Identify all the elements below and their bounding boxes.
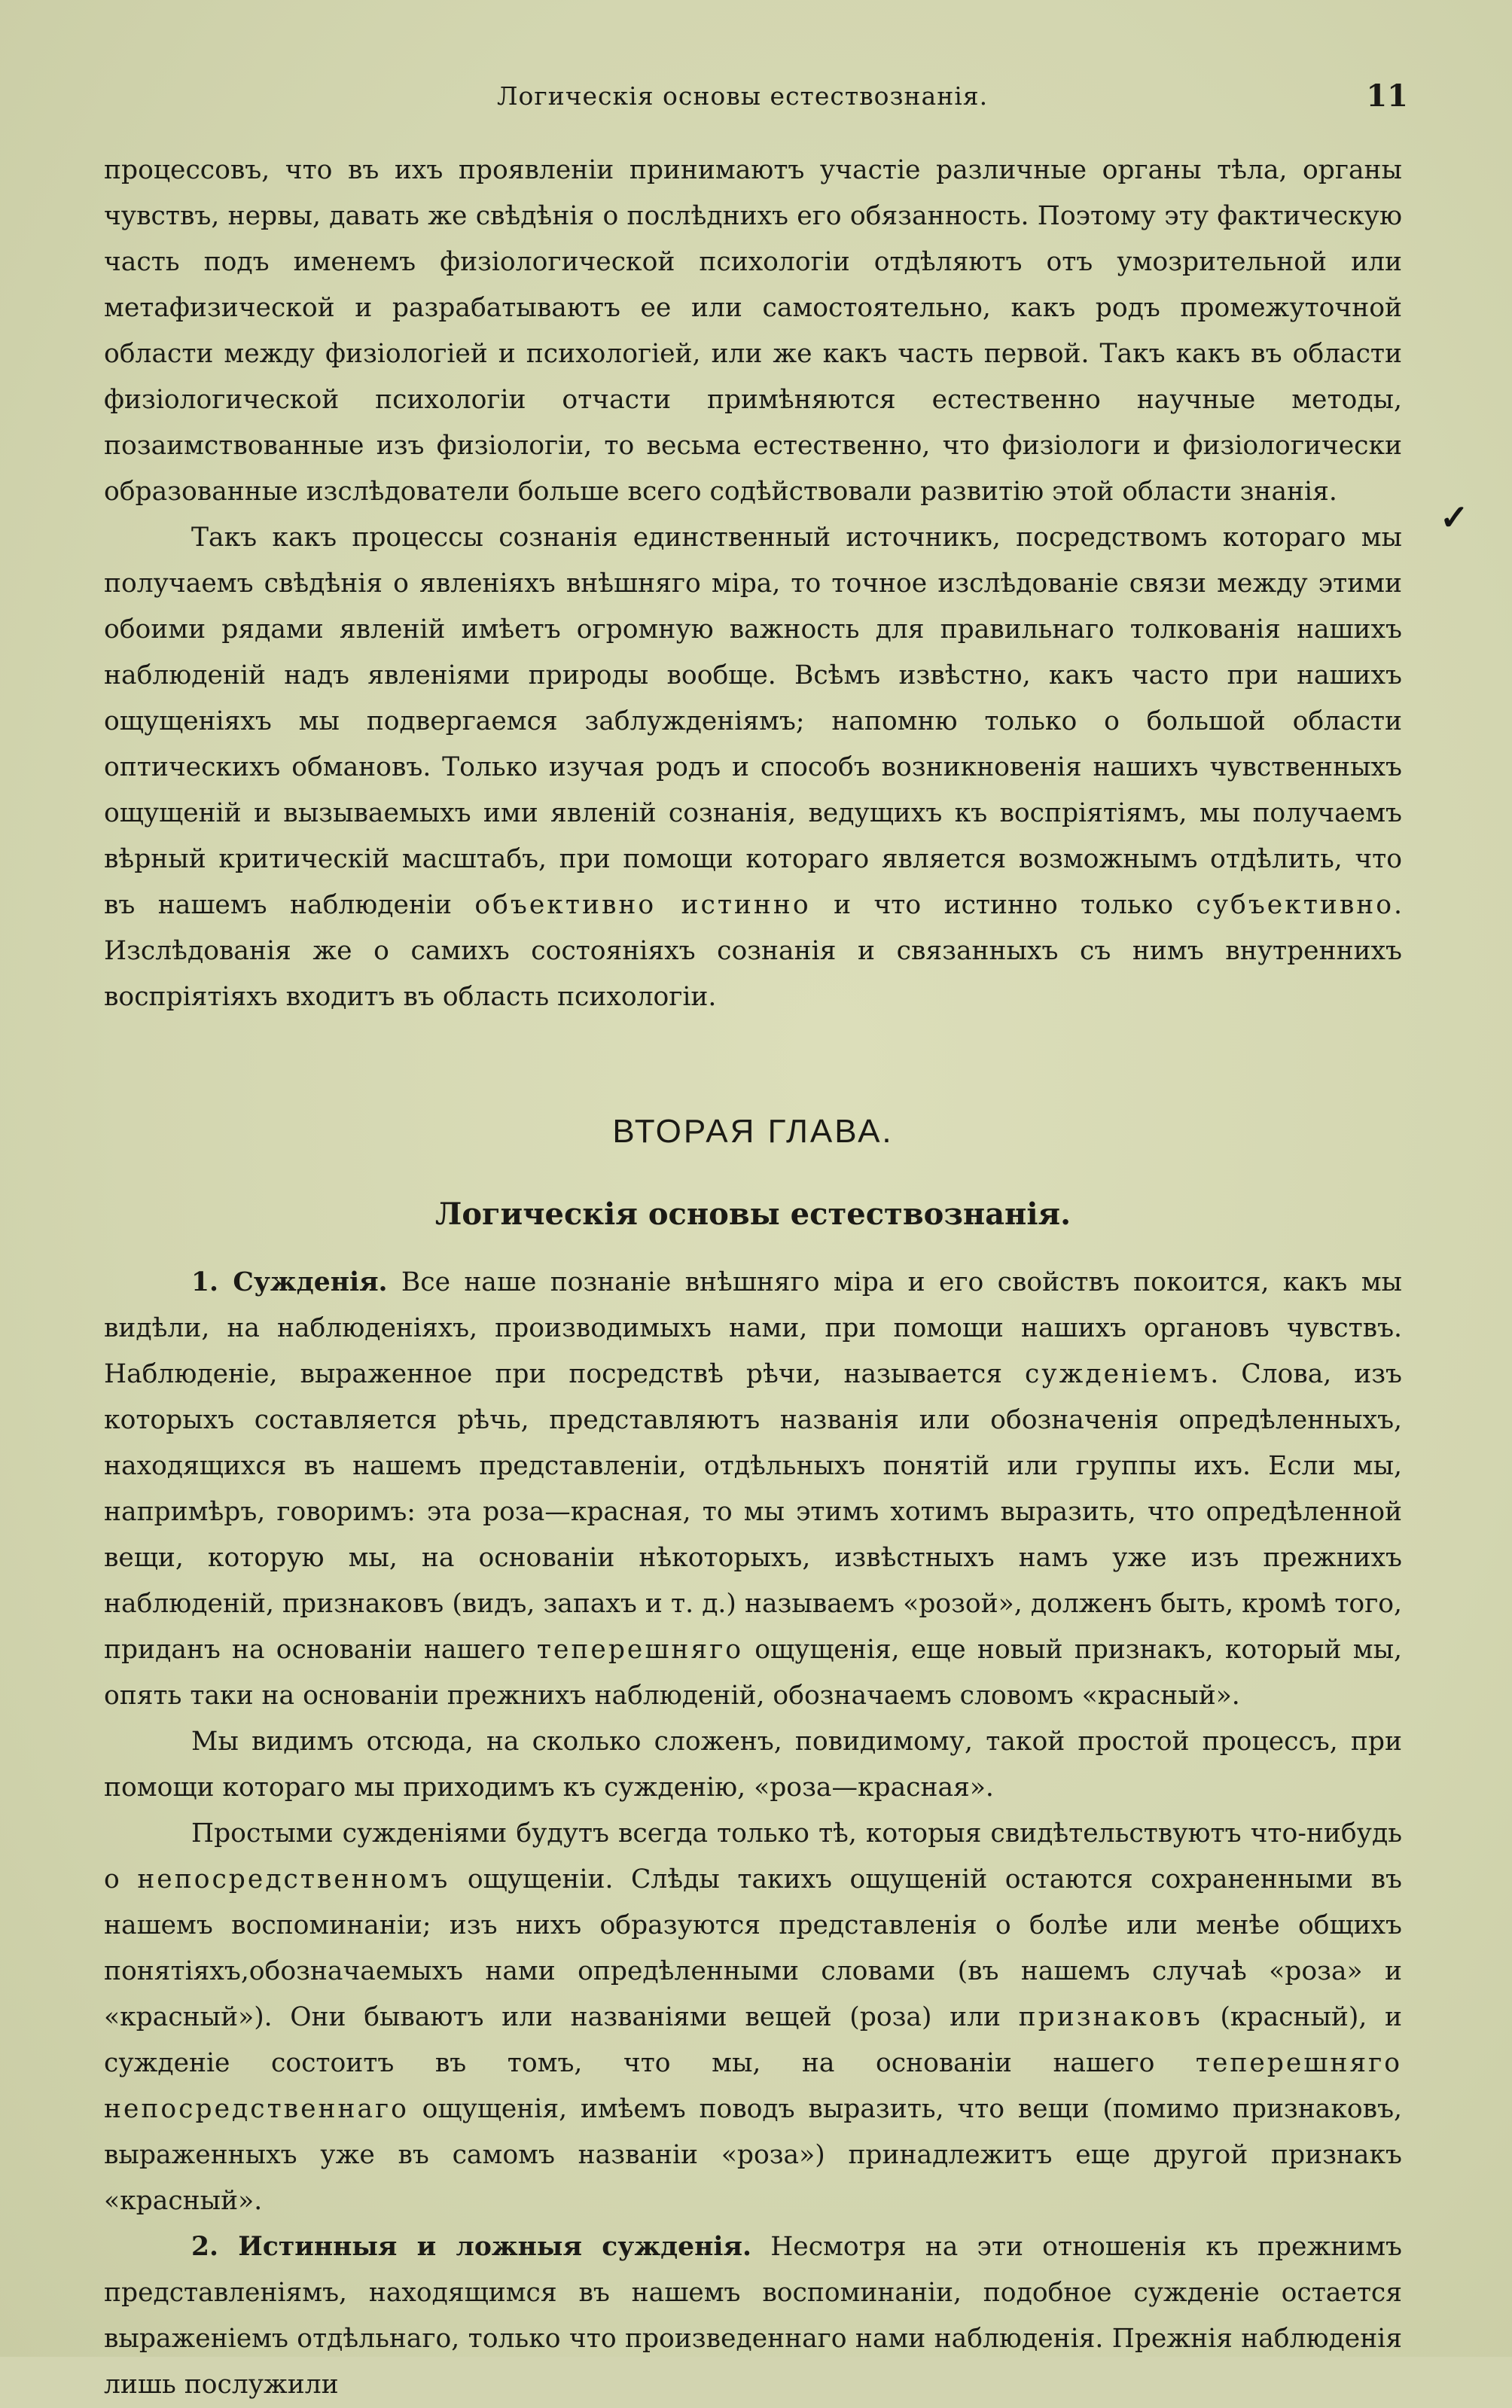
page-body — [104, 148, 1402, 2408]
emphasis-objective: объективно истинно — [474, 890, 811, 920]
section-true-false-judgements — [104, 2224, 1402, 2408]
paragraph-text: ощущеніи. Слѣды такихъ ощущеній остаются сохраненными въ нашемъ воспоминаніи; изъ нихъ образуются представленія о болѣе или менѣе общихъ понятіяхъ,обозначаемыхъ нами опредѣленными словами (въ нашемъ случаѣ «роза» и «красный»). Они бываютъ или названіями вещей (роза) или — [104, 1864, 1402, 2032]
page-header — [497, 78, 1408, 126]
section-text: Несмотря на эти отношенія къ прежнимъ представленіямъ, находящимся въ нашемъ воспоминаніи, подобное сужденіе остается выраженіемъ отдѣльнаго, только что произведеннаго нами наблюденія. Прежнія наблюденія лишь послужили — [104, 2232, 1402, 2400]
running-title: Логическія основы естествознанія. — [497, 81, 989, 111]
page-number: 11 — [1366, 78, 1408, 114]
section-title: 1. Сужденія. — [191, 1267, 388, 1297]
term-attributes: признаковъ — [1018, 2002, 1203, 2032]
term-immediate: непосредственномъ — [137, 1864, 450, 1894]
paragraph-physiological-psychology: процессовъ, что въ ихъ проявленіи принимаютъ участіе различные органы тѣла, органы чувствъ, нервы, давать же свѣдѣнія о послѣднихъ его обязанность. Поэтому эту фактическую часть подъ именемъ физіологической психологіи отдѣляютъ отъ умозрительной или метафизической и разрабатываютъ ее или самостоятельно, какъ родъ промежуточной области между физіологіей и психологіей, или же какъ часть первой. Такъ какъ въ области физіологической психологіи отчасти примѣняются естественно научные методы, позаимствованные изъ физіологіи, то весьма естественно, что физіологи и физіологически образованные изслѣдователи больше всего содѣйствовали развитію этой области знанія. — [104, 155, 1402, 507]
paragraph-consciousness-processes — [104, 515, 1402, 1020]
paragraph-text: и что истинно только — [810, 890, 1196, 920]
emphasis-subjective: субъективно — [1196, 890, 1395, 920]
paragraph-simple-judgements — [104, 1811, 1402, 2224]
term-present-immediate: теперешняго непосредственнаго — [104, 2048, 1402, 2124]
section-text: ощущенія, еще новый признакъ, который мы, опять таки на основаніи прежнихъ наблюденій, обозначаемъ словомъ «красный». — [104, 1635, 1402, 1711]
term-judgement: сужденіемъ — [1024, 1359, 1211, 1389]
margin-check-mark: ✓ — [1440, 497, 1469, 538]
paragraph-text: (красный), и сужденіе состоитъ въ томъ, что мы, на основаніи нашего — [104, 2002, 1402, 2078]
chapter-heading: ВТОРАЯ ГЛАВА. — [612, 1113, 894, 1150]
paragraph-text: Такъ какъ процессы сознанія единственный источникъ, посредствомъ котораго мы получаемъ свѣдѣнія о явленіяхъ внѣшняго міра, то точное изслѣдованіе связи между этими обоими рядами явленій имѣетъ огромную важность для правильнаго толкованія нашихъ наблюденій надъ явленіями природы вообще. Всѣмъ извѣстно, какъ часто при нашихъ ощущеніяхъ мы подвергаемся заблужденіямъ; напомню только о большой области оптическихъ обмановъ. Только изучая родъ и способъ возникновенія нашихъ чувственныхъ ощущеній и вызываемыхъ ими явленій сознанія, ведущихъ къ воспріятіямъ, мы получаемъ вѣрный критическій масштабъ, при помощи котораго является возможнымъ отдѣлить, что въ нашемъ наблюденіи — [104, 523, 1402, 920]
section-text: . Слова, изъ которыхъ составляется рѣчь, представляютъ названія или обозначенія опредѣленныхъ, находящихся въ нашемъ представленіи, отдѣльныхъ понятій или группы ихъ. Если мы, напримѣръ, говоримъ: эта роза—красная, то мы этимъ хотимъ выразить, что опредѣленной вещи, которую мы, на основаніи нѣкоторыхъ, извѣстныхъ намъ уже изъ прежнихъ наблюденій, признаковъ (видъ, запахъ и т. д.) называемъ «розой», долженъ быть, кромѣ того, приданъ на основаніи нашего — [104, 1359, 1402, 1665]
term-present: теперешняго — [536, 1635, 744, 1665]
paragraph-rose-red: Мы видимъ отсюда, на сколько сложенъ, повидимому, такой простой процессъ, при помощи котораго мы приходимъ къ сужденію, «роза—красная». — [104, 1727, 1402, 1803]
section-judgements — [104, 1260, 1402, 1719]
section-text: Все наше познаніе внѣшняго міра и его свойствъ покоится, какъ мы видѣли, на наблюденіяхъ, производимыхъ нами, при помощи нашихъ органовъ чувствъ. Наблюденіе, выраженное при посредствѣ рѣчи, называется — [104, 1267, 1402, 1389]
section-title: 2. Истинныя и ложныя сужденія. — [191, 2232, 751, 2262]
paragraph-text: ощущенія, имѣемъ поводъ выразить, что вещи (помимо признаковъ, выраженныхъ уже въ самомъ названіи «роза») принадлежитъ еще другой признакъ «красный». — [104, 2094, 1402, 2216]
paragraph-text: Простыми сужденіями будутъ всегда только тѣ, которыя свидѣтельствуютъ что-нибудь о — [104, 1818, 1402, 1894]
chapter-subtitle: Логическія основы естествознанія. — [434, 1196, 1071, 1232]
paragraph-text: . Изслѣдованія же о самихъ состояніяхъ сознанія и связанныхъ съ нимъ внутреннихъ воспріятіяхъ входитъ въ область психологіи. — [104, 890, 1402, 1012]
